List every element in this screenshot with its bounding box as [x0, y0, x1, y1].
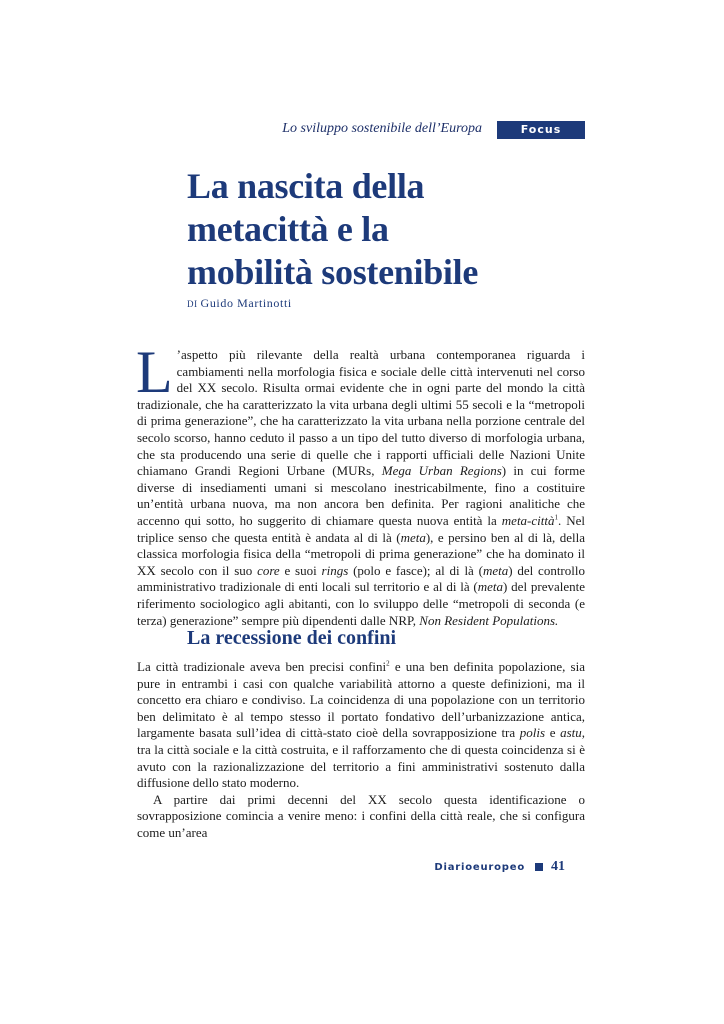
drop-cap: L: [136, 339, 173, 405]
focus-badge: Focus: [497, 121, 585, 139]
section-heading: La recessione dei confini: [187, 627, 397, 649]
article-title: [187, 165, 607, 294]
footnote-ref: 2: [386, 659, 390, 668]
title-line: metacittà e la: [187, 209, 389, 249]
italic-term: astu: [560, 725, 582, 741]
title-line: mobilità sostenibile: [187, 252, 479, 292]
italic-term: rings: [321, 562, 349, 578]
byline-prefix: DI: [187, 299, 201, 309]
journal-name: Diarioeuropeo: [434, 861, 525, 873]
italic-term: meta-città: [501, 512, 555, 528]
square-bullet-icon: [535, 863, 543, 871]
footnote-ref: 1: [554, 513, 558, 522]
body-paragraph: A partire dai primi decenni del XX secolo questa identificazione o sovrapposizione comincia a venire meno: i confini della città reale, che si configura come un’area: [137, 791, 585, 840]
italic-term: meta: [400, 529, 426, 545]
italic-term: meta: [482, 562, 509, 578]
section-body: [137, 659, 585, 842]
page-number: 41: [551, 859, 565, 874]
byline: [187, 296, 292, 311]
page-footer: [434, 859, 565, 875]
italic-term: polis: [519, 725, 546, 741]
intro-paragraph: ’aspetto più rilevante della realtà urbana contemporanea riguarda i cambiamenti nella morfologia fisica e sociale delle città intervenuti nel corso del XX secolo. Risulta ormai evidente che in ogni parte del mondo la città tradizionale, che ha caratterizzato la vita urbana degli ultimi 55 secoli e la “metropoli di prima generazione”, che ha caratterizzato la vita urbana nella porzione centrale del secolo scorso, hanno ceduto il passo a un tipo del tutto diverso di morfologia urbana, che sta producendo una serie di quelle che i rapporti ufficiali delle Nazioni Unite chiamano Grandi Regioni Urbane (MURs, Mega Urban Regions) in cui forme diverse di insediamenti umani si mescolano inestricabilmente, fino a costituire un’entità urbana nuova, ma non ancora ben definita. Per ragioni analitiche che accenno qui sotto, ho suggerito di chiamare questa nuova entità la meta-città$^1$. Nel triplice senso che questa entità è andata al di là (meta), e persino ben al di là, della classica morfologia fisica della “metropoli di prima generazione” che ha dominato il XX secolo con il suo core e suoi rings (polo e fasce); al di là (meta) del controllo amministrativo tradizionale di enti locali sul territorio e al di là (meta) del prevalente riferimento sociologico agli abitanti, con lo sviluppo delle “metropoli di seconda (e terza) generazione” sempre più dipendenti dalle NRP, Non Resident Populations.: [137, 347, 586, 628]
italic-term: Non Resident Populations.: [419, 612, 559, 628]
series-title: Lo sviluppo sostenibile dell’Europa: [282, 121, 482, 136]
italic-term: core: [257, 562, 280, 578]
intro-section: [136, 339, 586, 629]
title-line: La nascita della: [187, 166, 425, 206]
body-paragraph: La città tradizionale aveva ben precisi confini$^2$ e una ben definita popolazione, sia pure in entrambi i casi con qualche variabilità attorno a queste definizioni, ma il concetto era chiaro e condiviso. La coincidenza di una popolazione con un territorio ben delimitato è al tempo stesso il portato fondativo dell’urbanizzazione antica, largamente basata sull’idea di città-stato cioè della sovrapposizione tra polis e astu, tra la città sociale e la città costruita, e il rafforzamento che di questa coincidenza si è avuto con la razionalizzazione del territorio a fini amministrativi sostenuto dalla diffusione dello stato moderno.: [137, 659, 586, 791]
italic-term: meta: [477, 579, 504, 595]
byline-author: Guido Martinotti: [200, 296, 292, 310]
italic-term: Mega Urban Regions: [381, 463, 502, 479]
